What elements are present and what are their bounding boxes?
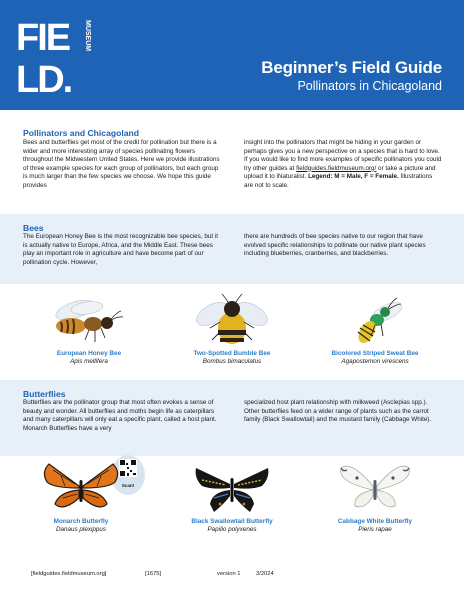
intro-text-b: or take a picture and upload it to iNaturalist. — [244, 164, 436, 180]
species-cabbage-white — [310, 458, 440, 533]
species-name: European Honey Bee — [56, 350, 122, 357]
bees-column-1: The European Honey Bee is the most recognizable bee species, but it is actually native to Europe, Africa, and the Middle East. These bees play an important role in agriculture and have become part of our pollination cycle. However, — [23, 233, 218, 266]
footer-url[interactable]: [fieldguides.fieldmuseum.org] — [31, 571, 107, 577]
svg-text:FIE: FIE — [16, 17, 70, 59]
qr-scan-label: Scan! — [121, 483, 135, 488]
species-scientific-name: Apis mellifera — [70, 358, 108, 365]
intro-text-a: insight into the pollinators that might be hiding in your garden or perhaps gives you a new perspective on a species that is hard to love. If you would like to find more examples of specific pollinators you could try other guides at — [244, 139, 442, 172]
svg-text:MUSEUM: MUSEUM — [84, 20, 91, 52]
intro-column-1: Bees and butterflies get most of the credit for pollination but there is a wider and more interesting array of species pollinating flowers throughout the Midwestern United States. Here we provide illustrations of three example species for each group of pollinators, but each group is much larger than the few species we choose. We hope this guide provides — [23, 139, 220, 189]
species-name: Cabbage White Butterfly — [337, 518, 413, 525]
species-scientific-name: Danaus plexippus — [55, 526, 107, 533]
species-sweat-bee — [310, 292, 440, 365]
species-scientific-name: Bombus bimaculatus — [202, 358, 262, 365]
species-scientific-name: Agapostemon virescens — [341, 358, 409, 365]
black-swallowtail-illustration — [190, 458, 274, 516]
header-banner — [0, 0, 464, 110]
butterflies-section — [0, 380, 464, 456]
monarch-butterfly-illustration — [39, 458, 123, 516]
bees-section — [0, 214, 464, 284]
field-guides-link[interactable]: fieldguides.fieldmuseum.org/ — [296, 164, 377, 172]
footer-date: 3/2024 — [256, 571, 274, 577]
intro-section — [23, 128, 443, 190]
honey-bee-illustration — [49, 292, 129, 348]
bees-title: Bees — [23, 223, 44, 233]
intro-column-2 — [244, 139, 443, 190]
species-scientific-name: Pieris rapae — [358, 526, 392, 533]
cabbage-white-illustration — [333, 458, 417, 516]
footer-guide-number: [1675] — [145, 571, 162, 577]
butterflies-column-2: specialized host plant relationship with milkweed (Asclepias spp.). Other butterflies feed on a wider range of plants such as the carrot family (Black Swallowtail) and the mustard family (Cabbage White). — [244, 399, 432, 423]
intro-title: Pollinators and Chicagoland — [23, 128, 140, 138]
page-title: Beginner’s Field Guide — [261, 58, 442, 77]
species-honey-bee — [24, 292, 154, 365]
svg-text:LD.: LD. — [16, 59, 72, 96]
legend-text: Legend: M = Male, F = Female. — [308, 173, 399, 180]
species-name: Bicolored Striped Sweat Bee — [331, 350, 419, 357]
species-monarch — [16, 458, 146, 533]
field-museum-logo — [16, 14, 98, 96]
page-subtitle: Pollinators in Chicagoland — [297, 79, 442, 93]
species-name: Two-Spotted Bumble Bee — [193, 350, 271, 357]
species-name: Monarch Butterfly — [53, 518, 109, 525]
footer-version: version 1 — [217, 571, 241, 577]
intro-text-c: Illustrations are not to scale. — [244, 173, 433, 189]
sweat-bee-illustration — [335, 292, 415, 348]
butterflies-title: Butterflies — [23, 389, 66, 399]
species-name: Black Swallowtail Butterfly — [191, 518, 273, 525]
species-scientific-name: Papilio polyxenes — [207, 526, 257, 533]
species-black-swallowtail — [167, 458, 297, 533]
species-bumble-bee — [167, 292, 297, 365]
butterflies-column-1: Butterflies are the pollinator group that most often evokes a sense of beauty and wonder. All butterflies and moths begin life as caterpillars and many caterpillars will only eat a specific plant, called a host plant. Monarch Butterflies have a very — [23, 399, 217, 432]
bees-column-2: there are hundreds of bee species native to our region that have evolved specific relationships to pollinate our native plant species including blueberries, cranberries, and blackberries. — [244, 233, 426, 257]
bumble-bee-illustration — [192, 292, 272, 348]
